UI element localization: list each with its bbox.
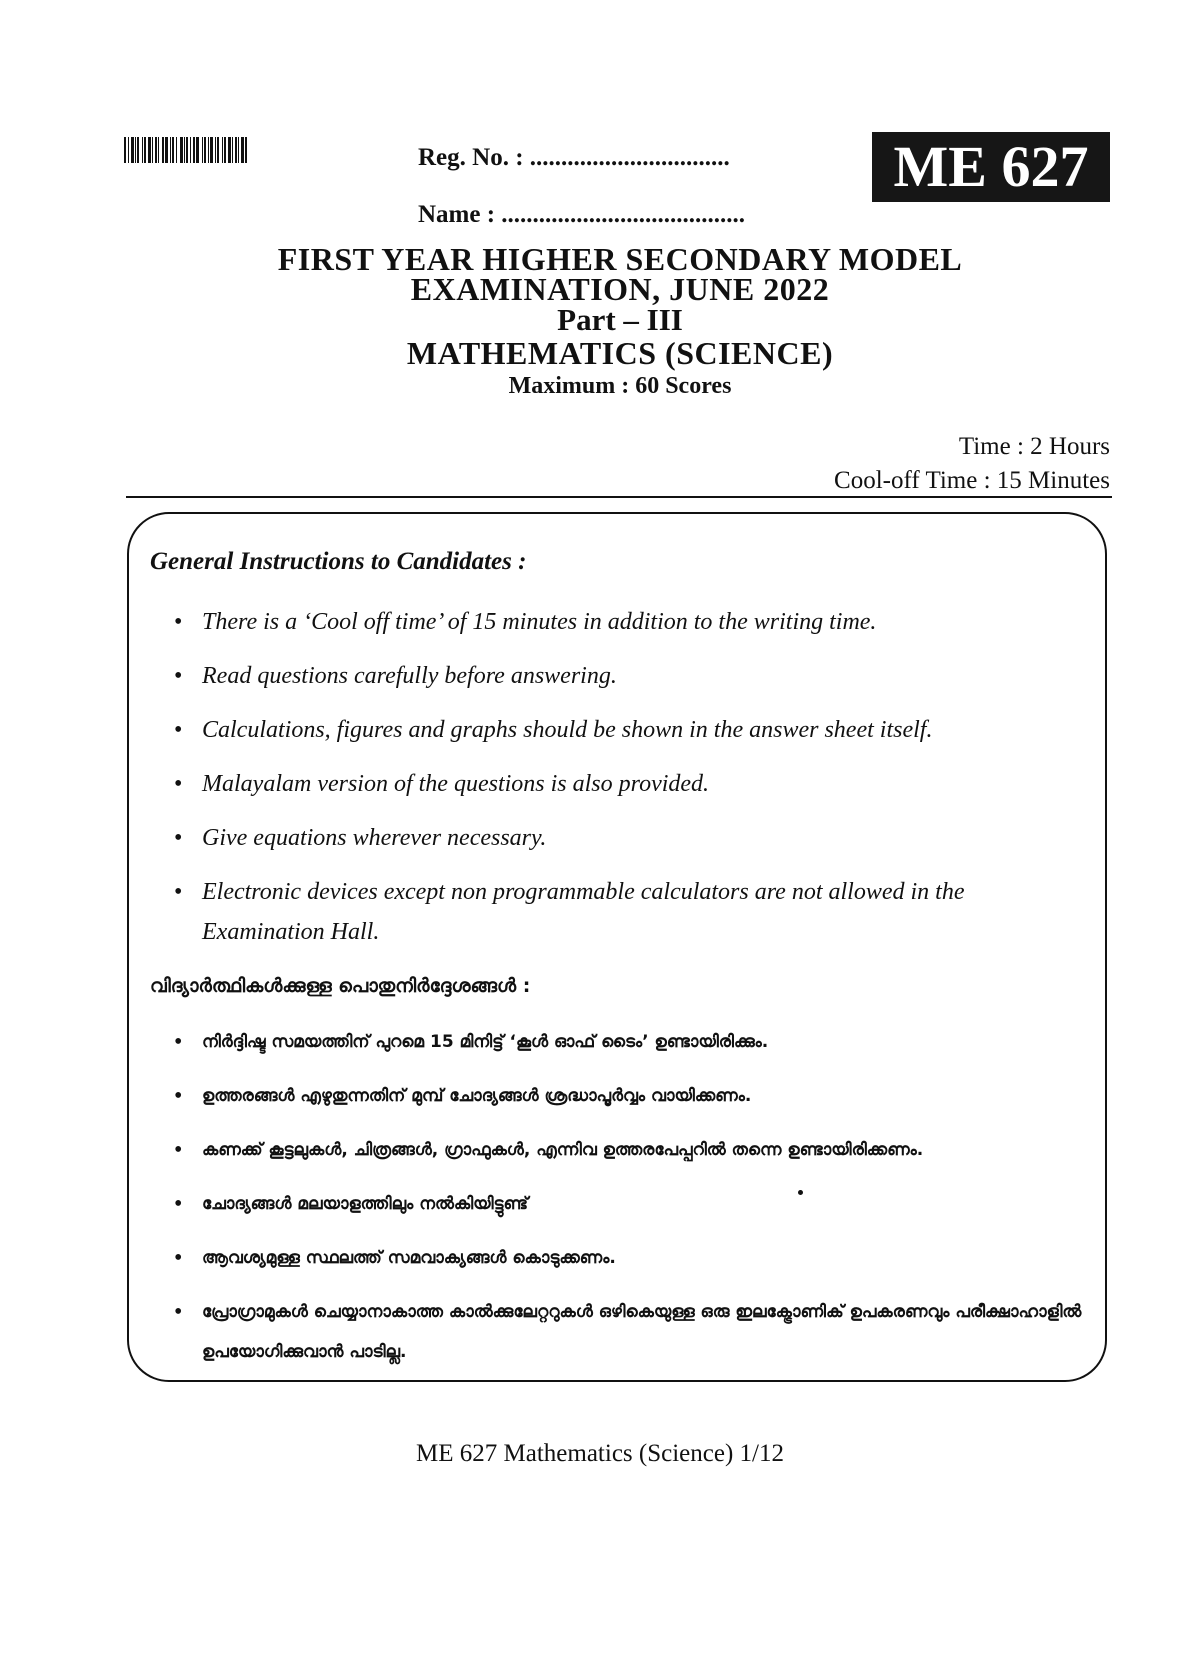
bullet-icon: • <box>174 879 183 905</box>
bullet-icon: • <box>174 1137 183 1163</box>
list-item: • Give equations wherever necessary. <box>174 818 1074 858</box>
barcode-image <box>124 137 289 163</box>
exam-title-block <box>200 241 1040 402</box>
bullet-icon: • <box>174 609 183 635</box>
instructions-heading-malayalam: വിദ്യാർത്ഥികൾക്കുള്ള പൊതുനിർദ്ദേശങ്ങൾ : <box>150 975 531 997</box>
list-item: • Calculations, figures and graphs should be shown in the answer sheet itself. <box>174 710 1074 750</box>
instructions-list-malayalam <box>174 1022 1094 1386</box>
bullet-icon: • <box>174 1029 183 1055</box>
exam-part: Part – III <box>557 302 683 337</box>
list-item: • Electronic devices except non programmable calculators are not allowed in the Examination Hall. <box>174 872 1074 952</box>
maximum-scores: Maximum : 60 Scores <box>508 373 732 399</box>
list-item: • Malayalam version of the questions is also provided. <box>174 764 1074 804</box>
bullet-icon: • <box>174 1245 183 1271</box>
list-item: • നിർദ്ദിഷ്ട സമയത്തിന് പുറമെ 15 മിനിട്ട് ‘കൂൾ ഓഫ് ടൈം’ ഉണ്ടായിരിക്കും. <box>174 1022 1094 1062</box>
page-footer: ME 627 Mathematics (Science) 1/12 <box>416 1440 784 1467</box>
header-divider <box>126 496 1112 498</box>
registration-number-field: Reg. No. : ................................ <box>418 144 730 171</box>
list-item: • There is a ‘Cool off time’ of 15 minutes in addition to the writing time. <box>174 602 1074 642</box>
exam-subject: MATHEMATICS (SCIENCE) <box>406 335 834 371</box>
exam-title-line-2: EXAMINATION, JUNE 2022 <box>410 271 830 307</box>
bullet-icon: • <box>174 1299 183 1325</box>
candidate-name-field: Name : ....................................... <box>418 201 746 228</box>
exam-title-line-1: FIRST YEAR HIGHER SECONDARY MODEL <box>277 241 963 277</box>
list-item: • ആവശ്യമുള്ള സ്ഥലത്ത് സമവാക്യങ്ങൾ കൊടുക്കണം. <box>174 1238 1094 1278</box>
stray-dot-mark <box>798 1190 803 1195</box>
list-item: • കണക്ക് കൂട്ടലുകൾ, ചിത്രങ്ങൾ, ഗ്രാഫുകൾ, എന്നിവ ഉത്തരപേപ്പറിൽ തന്നെ ഉണ്ടായിരിക്കണം. <box>174 1130 1094 1170</box>
paper-code-badge: ME 627 <box>872 132 1110 202</box>
timing-info <box>834 430 1110 498</box>
list-item: • ചോദ്യങ്ങൾ മലയാളത്തിലും നൽകിയിട്ടുണ്ട് <box>174 1184 1094 1224</box>
instructions-heading-english: General Instructions to Candidates : <box>150 548 527 575</box>
exam-time: Time : 2 Hours <box>958 433 1110 460</box>
bullet-icon: • <box>174 771 183 797</box>
bullet-icon: • <box>174 663 183 689</box>
bullet-icon: • <box>174 1083 183 1109</box>
list-item: • പ്രോഗ്രാമുകൾ ചെയ്യാനാകാത്ത കാൽക്കുലേറ്ററുകൾ ഒഴികെയുള്ള ഒരു ഇലക്ട്രോണിക് ഉപകരണവും പരീക്ഷാഹാളിൽ ഉപയോഗിക്കുവാൻ പാടില്ല. <box>174 1292 1094 1372</box>
list-item: • ഉത്തരങ്ങൾ എഴുതുന്നതിന് മുമ്പ് ചോദ്യങ്ങൾ ശ്രദ്ധാപൂർവ്വം വായിക്കണം. <box>174 1076 1094 1116</box>
instructions-list-english <box>174 602 1074 966</box>
list-item: • Read questions carefully before answering. <box>174 656 1074 696</box>
cool-off-time: Cool-off Time : 15 Minutes <box>834 467 1110 494</box>
bullet-icon: • <box>174 717 183 743</box>
bullet-icon: • <box>174 1191 183 1217</box>
bullet-icon: • <box>174 825 183 851</box>
